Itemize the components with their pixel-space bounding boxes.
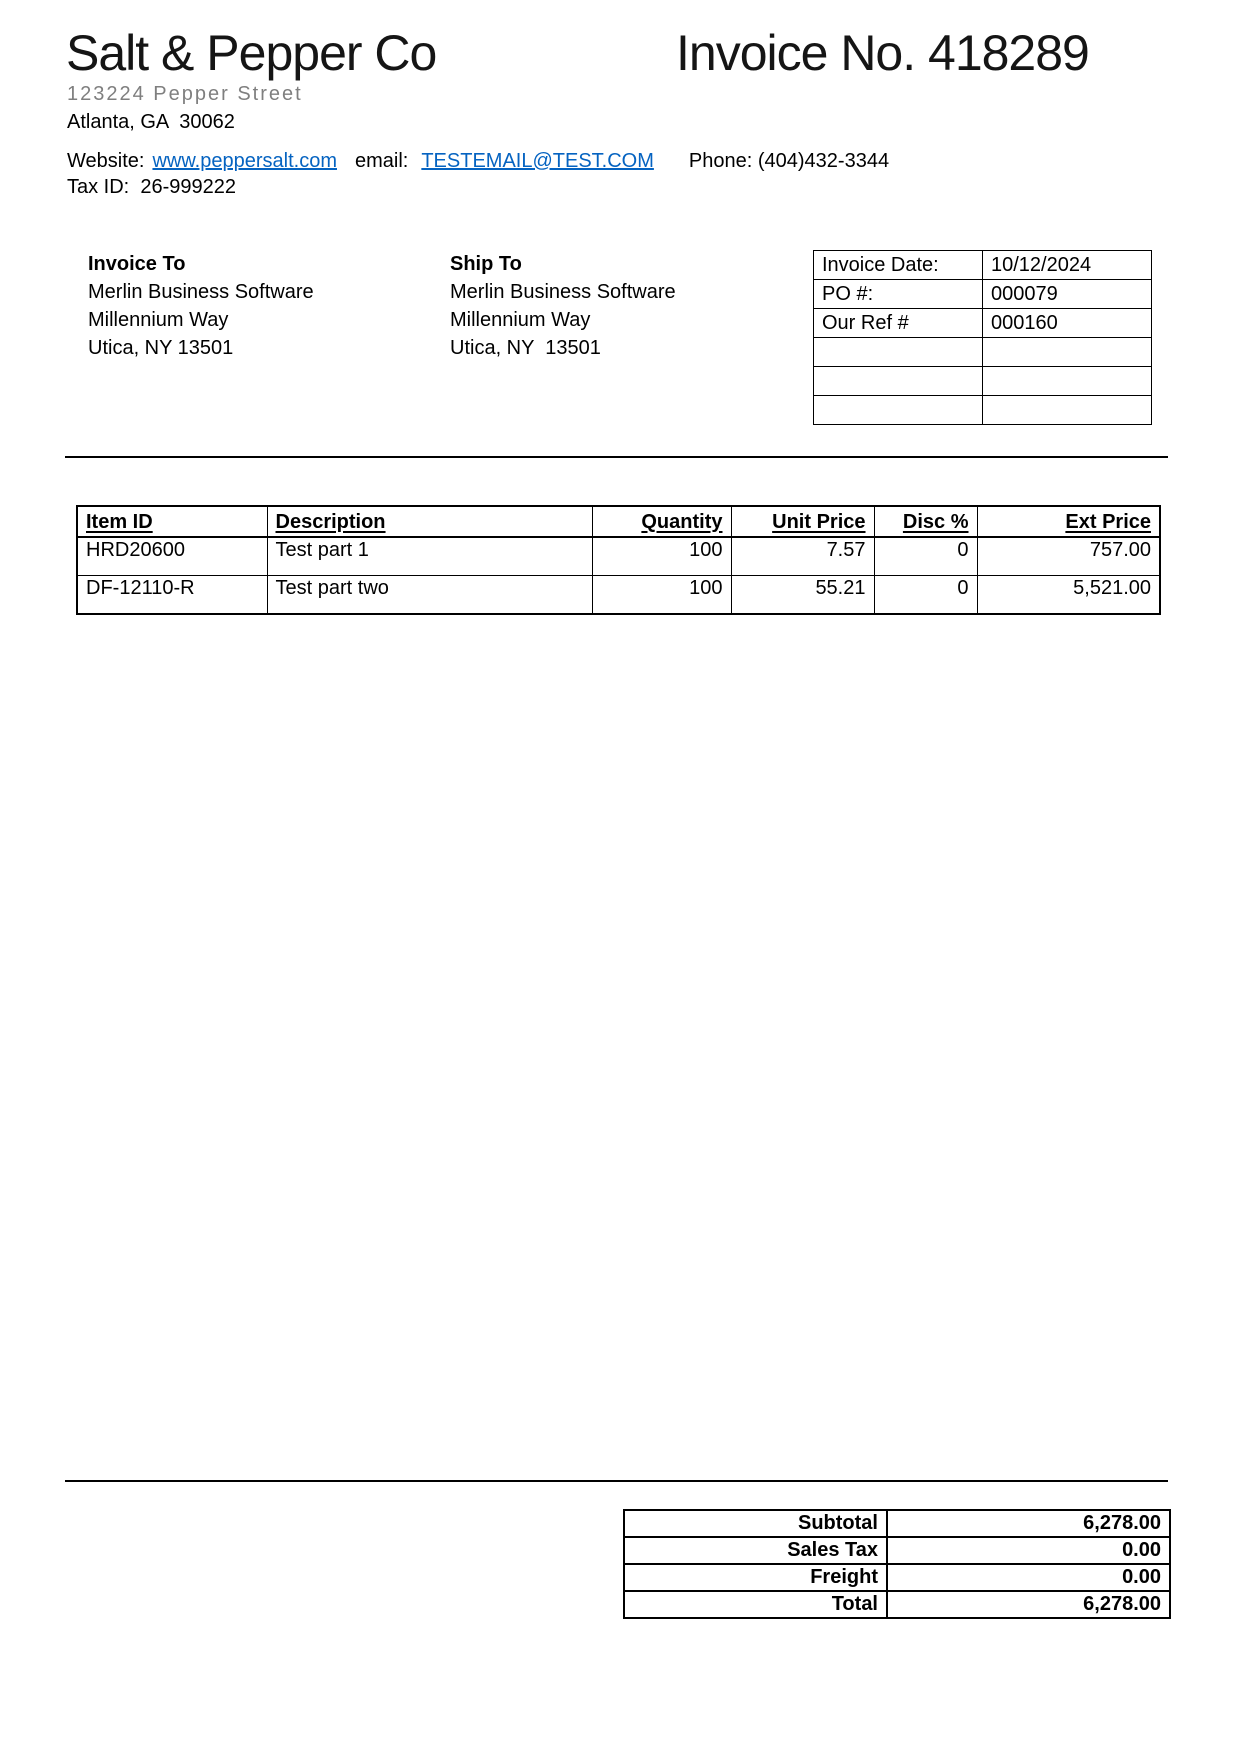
totals-row-total	[624, 1591, 1170, 1618]
email-link[interactable]: TESTEMAIL@TEST.COM	[421, 150, 654, 172]
totals-label: Sales Tax	[624, 1537, 887, 1564]
col-header-quantity: Quantity	[592, 506, 731, 537]
invoice-to-city: Utica, NY 13501	[88, 337, 234, 359]
item-quantity-cell: 100	[592, 576, 731, 615]
invoice-to-street: Millennium Way	[88, 309, 229, 331]
info-label: PO #:	[814, 280, 983, 309]
totals-label: Total	[624, 1591, 887, 1618]
item-disc-cell: 0	[874, 576, 977, 615]
totals-value: 0.00	[887, 1537, 1170, 1564]
totals-row-sales-tax	[624, 1537, 1170, 1564]
item-description-cell: Test part two	[267, 576, 592, 615]
info-label: Invoice Date:	[814, 251, 983, 280]
info-value: 000160	[983, 309, 1152, 338]
invoice-to-name: Merlin Business Software	[88, 281, 314, 303]
item-description-cell: Test part 1	[267, 537, 592, 576]
info-label	[814, 396, 983, 425]
item-unit-price-cell: 55.21	[731, 576, 874, 615]
info-label	[814, 367, 983, 396]
info-value: 10/12/2024	[983, 251, 1152, 280]
item-ext-price-cell: 757.00	[977, 537, 1160, 576]
contact-line	[67, 150, 889, 173]
company-city: Atlanta, GA 30062	[67, 111, 235, 133]
info-label	[814, 338, 983, 367]
totals-label: Subtotal	[624, 1510, 887, 1537]
item-row	[77, 537, 1160, 576]
item-quantity-cell: 100	[592, 537, 731, 576]
item-unit-price-cell: 7.57	[731, 537, 874, 576]
divider-line-top	[65, 456, 1168, 458]
info-value: 000079	[983, 280, 1152, 309]
item-id-cell: DF-12110-R	[77, 576, 267, 615]
info-value	[983, 367, 1152, 396]
ship-to-city: Utica, NY 13501	[450, 337, 601, 359]
info-value	[983, 396, 1152, 425]
info-row	[814, 309, 1152, 338]
phone-text: Phone: (404)432-3344	[688, 150, 890, 172]
totals-row-freight	[624, 1564, 1170, 1591]
col-header-ext-price: Ext Price	[977, 506, 1160, 537]
divider-line-bottom	[65, 1480, 1168, 1482]
items-header-row	[77, 506, 1160, 537]
invoice-number-title: Invoice No. 418289	[676, 25, 1089, 81]
col-header-unit-price: Unit Price	[731, 506, 874, 537]
totals-value: 0.00	[887, 1564, 1170, 1591]
totals-value: 6,278.00	[887, 1591, 1170, 1618]
invoice-to-block	[88, 250, 314, 362]
totals-table	[623, 1509, 1171, 1619]
info-label: Our Ref #	[814, 309, 983, 338]
tax-id: Tax ID: 26-999222	[67, 176, 236, 198]
website-label: Website:	[67, 150, 145, 172]
ship-to-title: Ship To	[450, 253, 522, 275]
ship-to-name: Merlin Business Software	[450, 281, 676, 303]
info-row-empty	[814, 396, 1152, 425]
company-name: Salt & Pepper Co	[66, 25, 437, 81]
invoice-info-table	[813, 250, 1152, 425]
company-street: 123224 Pepper Street	[67, 83, 303, 105]
totals-label: Freight	[624, 1564, 887, 1591]
website-link[interactable]: www.peppersalt.com	[152, 150, 337, 172]
invoice-to-title: Invoice To	[88, 253, 186, 275]
totals-value: 6,278.00	[887, 1510, 1170, 1537]
item-disc-cell: 0	[874, 537, 977, 576]
col-header-item-id: Item ID	[77, 506, 267, 537]
ship-to-street: Millennium Way	[450, 309, 591, 331]
info-value	[983, 338, 1152, 367]
col-header-description: Description	[267, 506, 592, 537]
info-row-empty	[814, 338, 1152, 367]
info-row-empty	[814, 367, 1152, 396]
ship-to-block	[450, 250, 676, 362]
item-id-cell: HRD20600	[77, 537, 267, 576]
col-header-disc: Disc %	[874, 506, 977, 537]
info-row	[814, 251, 1152, 280]
item-ext-price-cell: 5,521.00	[977, 576, 1160, 615]
line-items-table	[76, 505, 1161, 615]
item-row	[77, 576, 1160, 615]
totals-row-subtotal	[624, 1510, 1170, 1537]
email-label: email:	[354, 150, 409, 172]
info-row	[814, 280, 1152, 309]
